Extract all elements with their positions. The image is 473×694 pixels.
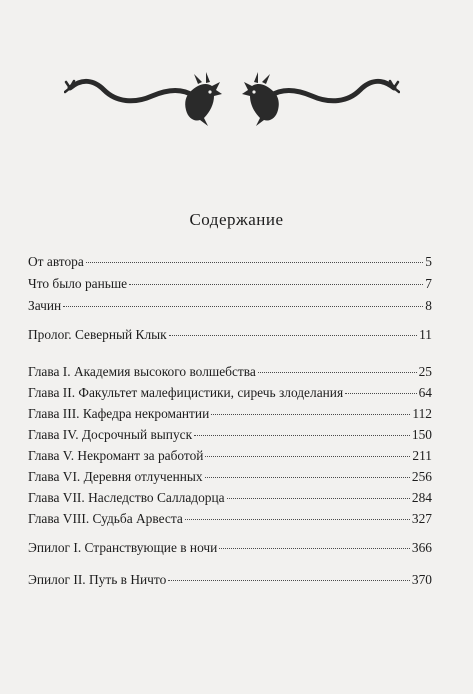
toc-entry-page: 211 xyxy=(412,448,432,463)
toc-entry[interactable] xyxy=(28,540,432,556)
toc-entry[interactable] xyxy=(28,406,432,422)
toc-entry-page: 256 xyxy=(411,469,432,484)
toc-entry-page: 112 xyxy=(412,406,432,421)
dot-leader xyxy=(345,393,416,394)
toc-entry-label: Глава VII. Наследство Салладорца xyxy=(28,490,225,505)
dot-leader xyxy=(129,284,423,285)
toc-entry-label: Глава III. Кафедра некромантии xyxy=(28,406,210,421)
toc-entry[interactable] xyxy=(28,254,432,270)
dragon-icon xyxy=(64,70,224,130)
toc-entry[interactable] xyxy=(28,427,432,443)
dot-leader xyxy=(185,519,410,520)
toc-entry-label: Глава VI. Деревня отлученных xyxy=(28,469,203,484)
dot-leader xyxy=(86,262,423,263)
toc-entry-page: 5 xyxy=(425,254,432,269)
toc-entry-label: Глава IV. Досрочный выпуск xyxy=(28,427,193,442)
toc-entry-page: 8 xyxy=(425,298,432,313)
toc-entry-page: 284 xyxy=(411,490,432,505)
toc-entry[interactable] xyxy=(28,327,432,343)
toc-entry-page: 25 xyxy=(418,364,432,379)
toc-entry-label: Эпилог II. Путь в Ничто xyxy=(28,572,167,587)
toc-entry-page: 366 xyxy=(411,540,432,555)
toc-entry-page: 327 xyxy=(411,511,432,526)
dot-leader xyxy=(227,498,410,499)
toc-entry-label: Глава VIII. Судьба Арвеста xyxy=(28,511,183,526)
dot-leader xyxy=(205,477,410,478)
dot-leader xyxy=(169,335,417,336)
toc-entry-label: Пролог. Северный Клык xyxy=(28,327,167,342)
toc-entry[interactable] xyxy=(28,511,432,527)
toc-entry[interactable] xyxy=(28,490,432,506)
toc-entry-label: Глава II. Факультет малефицистики, сиречь злоделания xyxy=(28,385,344,400)
toc-entry-label: Что было раньше xyxy=(28,276,128,291)
dot-leader xyxy=(219,548,410,549)
toc-entry[interactable] xyxy=(28,469,432,485)
dot-leader xyxy=(168,580,410,581)
dragon-icon xyxy=(240,70,400,130)
dot-leader xyxy=(194,435,410,436)
toc-entry-label: Глава I. Академия высокого волшебства xyxy=(28,364,256,379)
toc-entry[interactable] xyxy=(28,364,432,380)
toc-entry[interactable] xyxy=(28,448,432,464)
toc-entry[interactable] xyxy=(28,298,432,314)
toc-entry[interactable] xyxy=(28,385,432,401)
toc-entry[interactable] xyxy=(28,572,432,588)
toc-entry-label: Эпилог I. Странствующие в ночи xyxy=(28,540,218,555)
toc-entry-label: Глава V. Некромант за работой xyxy=(28,448,204,463)
toc-entry-page: 7 xyxy=(425,276,432,291)
dot-leader xyxy=(63,306,423,307)
toc-entry-page: 370 xyxy=(411,572,432,587)
dot-leader xyxy=(205,456,410,457)
toc-entry-page: 150 xyxy=(411,427,432,442)
toc-entry-label: От автора xyxy=(28,254,84,269)
toc-title: Содержание xyxy=(189,210,284,229)
dot-leader xyxy=(211,414,410,415)
toc-entry[interactable] xyxy=(28,276,432,292)
toc-entry-page: 64 xyxy=(418,385,432,400)
toc-entry-page: 11 xyxy=(419,327,432,342)
toc-entry-label: Зачин xyxy=(28,298,62,313)
dot-leader xyxy=(258,372,417,373)
